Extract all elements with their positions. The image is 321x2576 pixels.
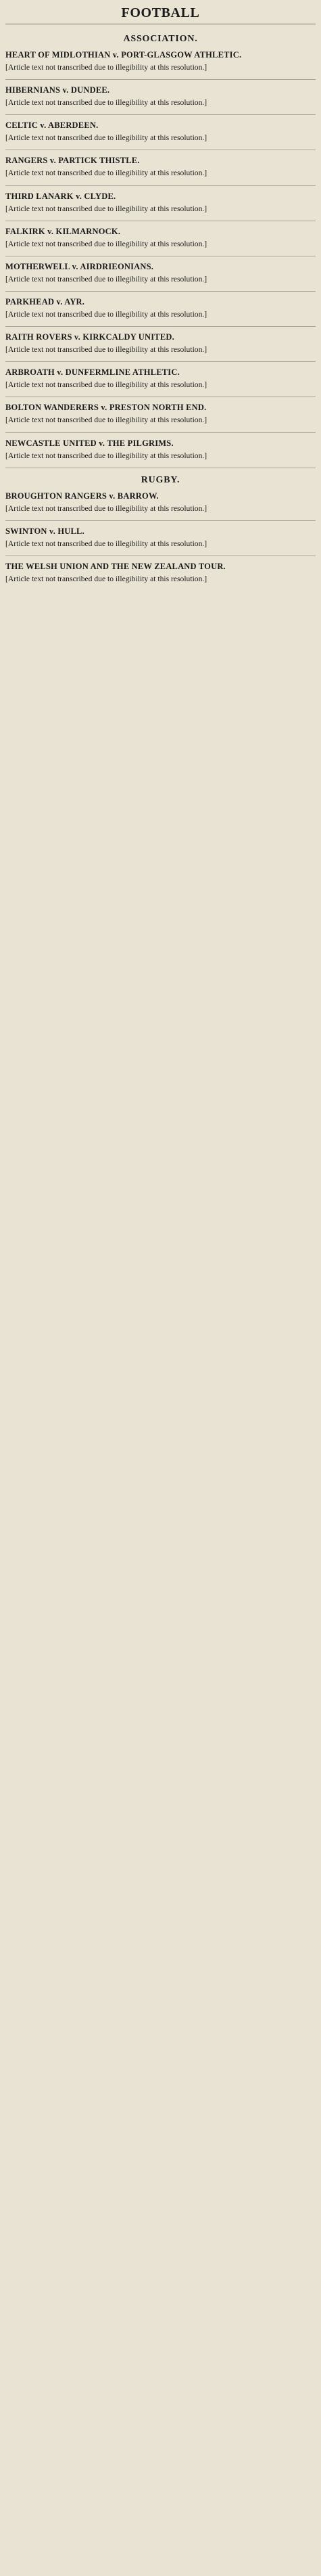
article (5, 526, 316, 549)
article-body: [Article text not transcribed due to illegibility at this resolution.] (5, 415, 207, 425)
article-body: [Article text not transcribed due to illegibility at this resolution.] (5, 451, 207, 460)
article-headline: RANGERS v. PARTICK THISTLE. (5, 156, 140, 166)
article-divider (5, 79, 316, 80)
article-body: [Article text not transcribed due to illegibility at this resolution.] (5, 380, 207, 390)
article-headline: MOTHERWELL v. AIRDRIEONIANS. (5, 261, 154, 271)
article-divider (5, 291, 316, 292)
article-headline: HEART OF MIDLOTHIAN v. PORT-GLASGOW ATHLETIC. (5, 50, 242, 60)
article (5, 85, 316, 108)
article (5, 50, 316, 72)
article-body: [Article text not transcribed due to illegibility at this resolution.] (5, 168, 207, 178)
article (5, 262, 316, 284)
article-body: [Article text not transcribed due to illegibility at this resolution.] (5, 309, 207, 319)
article-headline: FALKIRK v. KILMARNOCK. (5, 226, 121, 236)
article-body: [Article text not transcribed due to illegibility at this resolution.] (5, 133, 207, 143)
masthead (5, 4, 316, 27)
article-headline: CELTIC v. ABERDEEN. (5, 120, 99, 131)
article-body: [Article text not transcribed due to illegibility at this resolution.] (5, 239, 207, 248)
article-divider (5, 326, 316, 327)
article-body: [Article text not transcribed due to illegibility at this resolution.] (5, 345, 207, 355)
article-headline: SWINTON v. HULL. (5, 526, 84, 536)
article (5, 562, 316, 584)
article (5, 403, 316, 425)
article-body: [Article text not transcribed due to illegibility at this resolution.] (5, 574, 207, 583)
masthead-title: FOOTBALL (121, 5, 200, 20)
section-heading: RUGBY. (141, 474, 180, 485)
article-body: [Article text not transcribed due to illegibility at this resolution.] (5, 503, 207, 513)
article-headline: RAITH ROVERS v. KIRKCALDY UNITED. (5, 332, 174, 342)
article (5, 227, 316, 249)
article (5, 367, 316, 390)
article-headline: THIRD LANARK v. CLYDE. (5, 191, 116, 201)
article-body: [Article text not transcribed due to illegibility at this resolution.] (5, 539, 207, 548)
article (5, 297, 316, 319)
article (5, 191, 316, 214)
article-headline: BOLTON WANDERERS v. PRESTON NORTH END. (5, 403, 207, 413)
article (5, 120, 316, 143)
article (5, 438, 316, 461)
article (5, 332, 316, 355)
article-divider (5, 361, 316, 362)
sections (5, 34, 316, 584)
article-headline: PARKHEAD v. AYR. (5, 296, 85, 307)
article-body: [Article text not transcribed due to illegibility at this resolution.] (5, 98, 207, 108)
article-divider (5, 432, 316, 433)
article-body: [Article text not transcribed due to illegibility at this resolution.] (5, 274, 207, 284)
article-headline: THE WELSH UNION AND THE NEW ZEALAND TOUR. (5, 561, 226, 571)
article-divider (5, 114, 316, 115)
article-headline: BROUGHTON RANGERS v. BARROW. (5, 491, 159, 501)
article-headline: HIBERNIANS v. DUNDEE. (5, 85, 110, 95)
section-heading: ASSOCIATION. (123, 34, 198, 44)
article-headline: NEWCASTLE UNITED v. THE PILGRIMS. (5, 438, 174, 448)
article-divider (5, 185, 316, 186)
article-body: [Article text not transcribed due to illegibility at this resolution.] (5, 204, 207, 213)
article-body: [Article text not transcribed due to illegibility at this resolution.] (5, 63, 207, 72)
article-divider (5, 520, 316, 521)
article (5, 156, 316, 178)
article-headline: ARBROATH v. DUNFERMLINE ATHLETIC. (5, 367, 180, 378)
article (5, 491, 316, 514)
